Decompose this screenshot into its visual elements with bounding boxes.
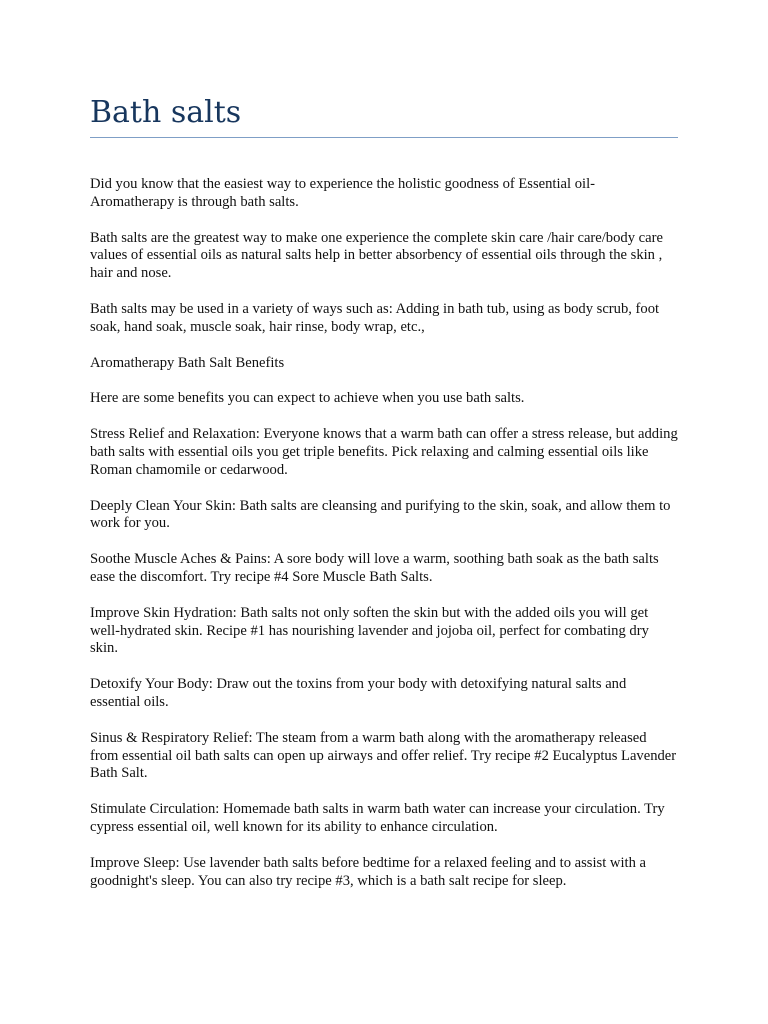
paragraph-detoxify: Detoxify Your Body: Draw out the toxins from your body with detoxifying natural salts and essential oils.	[90, 676, 627, 710]
document-title: Bath salts	[90, 95, 242, 130]
document-body	[90, 176, 678, 908]
paragraph-intro: Did you know that the easiest way to experience the holistic goodness of Essential oil-Aromatherapy is through bath salts.	[90, 176, 595, 210]
paragraph-muscle-aches: Soothe Muscle Aches & Pains: A sore body will love a warm, soothing bath soak as the bath salts ease the discomfort. Try recipe #4 Sore Muscle Bath Salts.	[90, 551, 659, 585]
title-underline	[90, 137, 678, 138]
section-heading-benefits: Aromatherapy Bath Salt Benefits	[90, 354, 285, 371]
paragraph-uses: Bath salts may be used in a variety of ways such as: Adding in bath tub, using as body scrub, foot soak, hand soak, muscle soak, hair rinse, body wrap, etc.,	[90, 300, 660, 335]
paragraph-skin-hydration: Improve Skin Hydration: Bath salts not only soften the skin but with the added oils you will get well-hydrated skin. Recipe #1 has nourishing lavender and jojoba oil, perfect for combating dry skin.	[90, 604, 649, 657]
paragraph-clean-skin: Deeply Clean Your Skin: Bath salts are cleansing and purifying to the skin, soak, and allow them to work for you.	[90, 497, 671, 532]
paragraph-circulation: Stimulate Circulation: Homemade bath salts in warm bath water can increase your circulation. Try cypress essential oil, well known for its ability to enhance circulation.	[90, 801, 665, 835]
paragraph-sinus-relief: Sinus & Respiratory Relief: The steam from a warm bath along with the aromatherapy released from essential oil bath salts can open up airways and offer relief. Try recipe #2 Eucalyptus Lavender Bath Salt.	[90, 729, 677, 782]
paragraph-skin-care: Bath salts are the greatest way to make one experience the complete skin care /hair care/body care values of essential oils as natural salts help in better absorbency of essential oils through the skin , hair and nose.	[90, 229, 663, 282]
paragraph-benefits-intro: Here are some benefits you can expect to achieve when you use bath salts.	[90, 390, 525, 407]
paragraph-sleep: Improve Sleep: Use lavender bath salts before bedtime for a relaxed feeling and to assist with a goodnight's sleep. You can also try recipe #3, which is a bath salt recipe for sleep.	[90, 854, 646, 889]
paragraph-stress-relief: Stress Relief and Relaxation: Everyone knows that a warm bath can offer a stress release, but adding bath salts with essential oils you get triple benefits. Pick relaxing and calming essential oils like Roman chamomile or cedarwood.	[90, 426, 678, 478]
